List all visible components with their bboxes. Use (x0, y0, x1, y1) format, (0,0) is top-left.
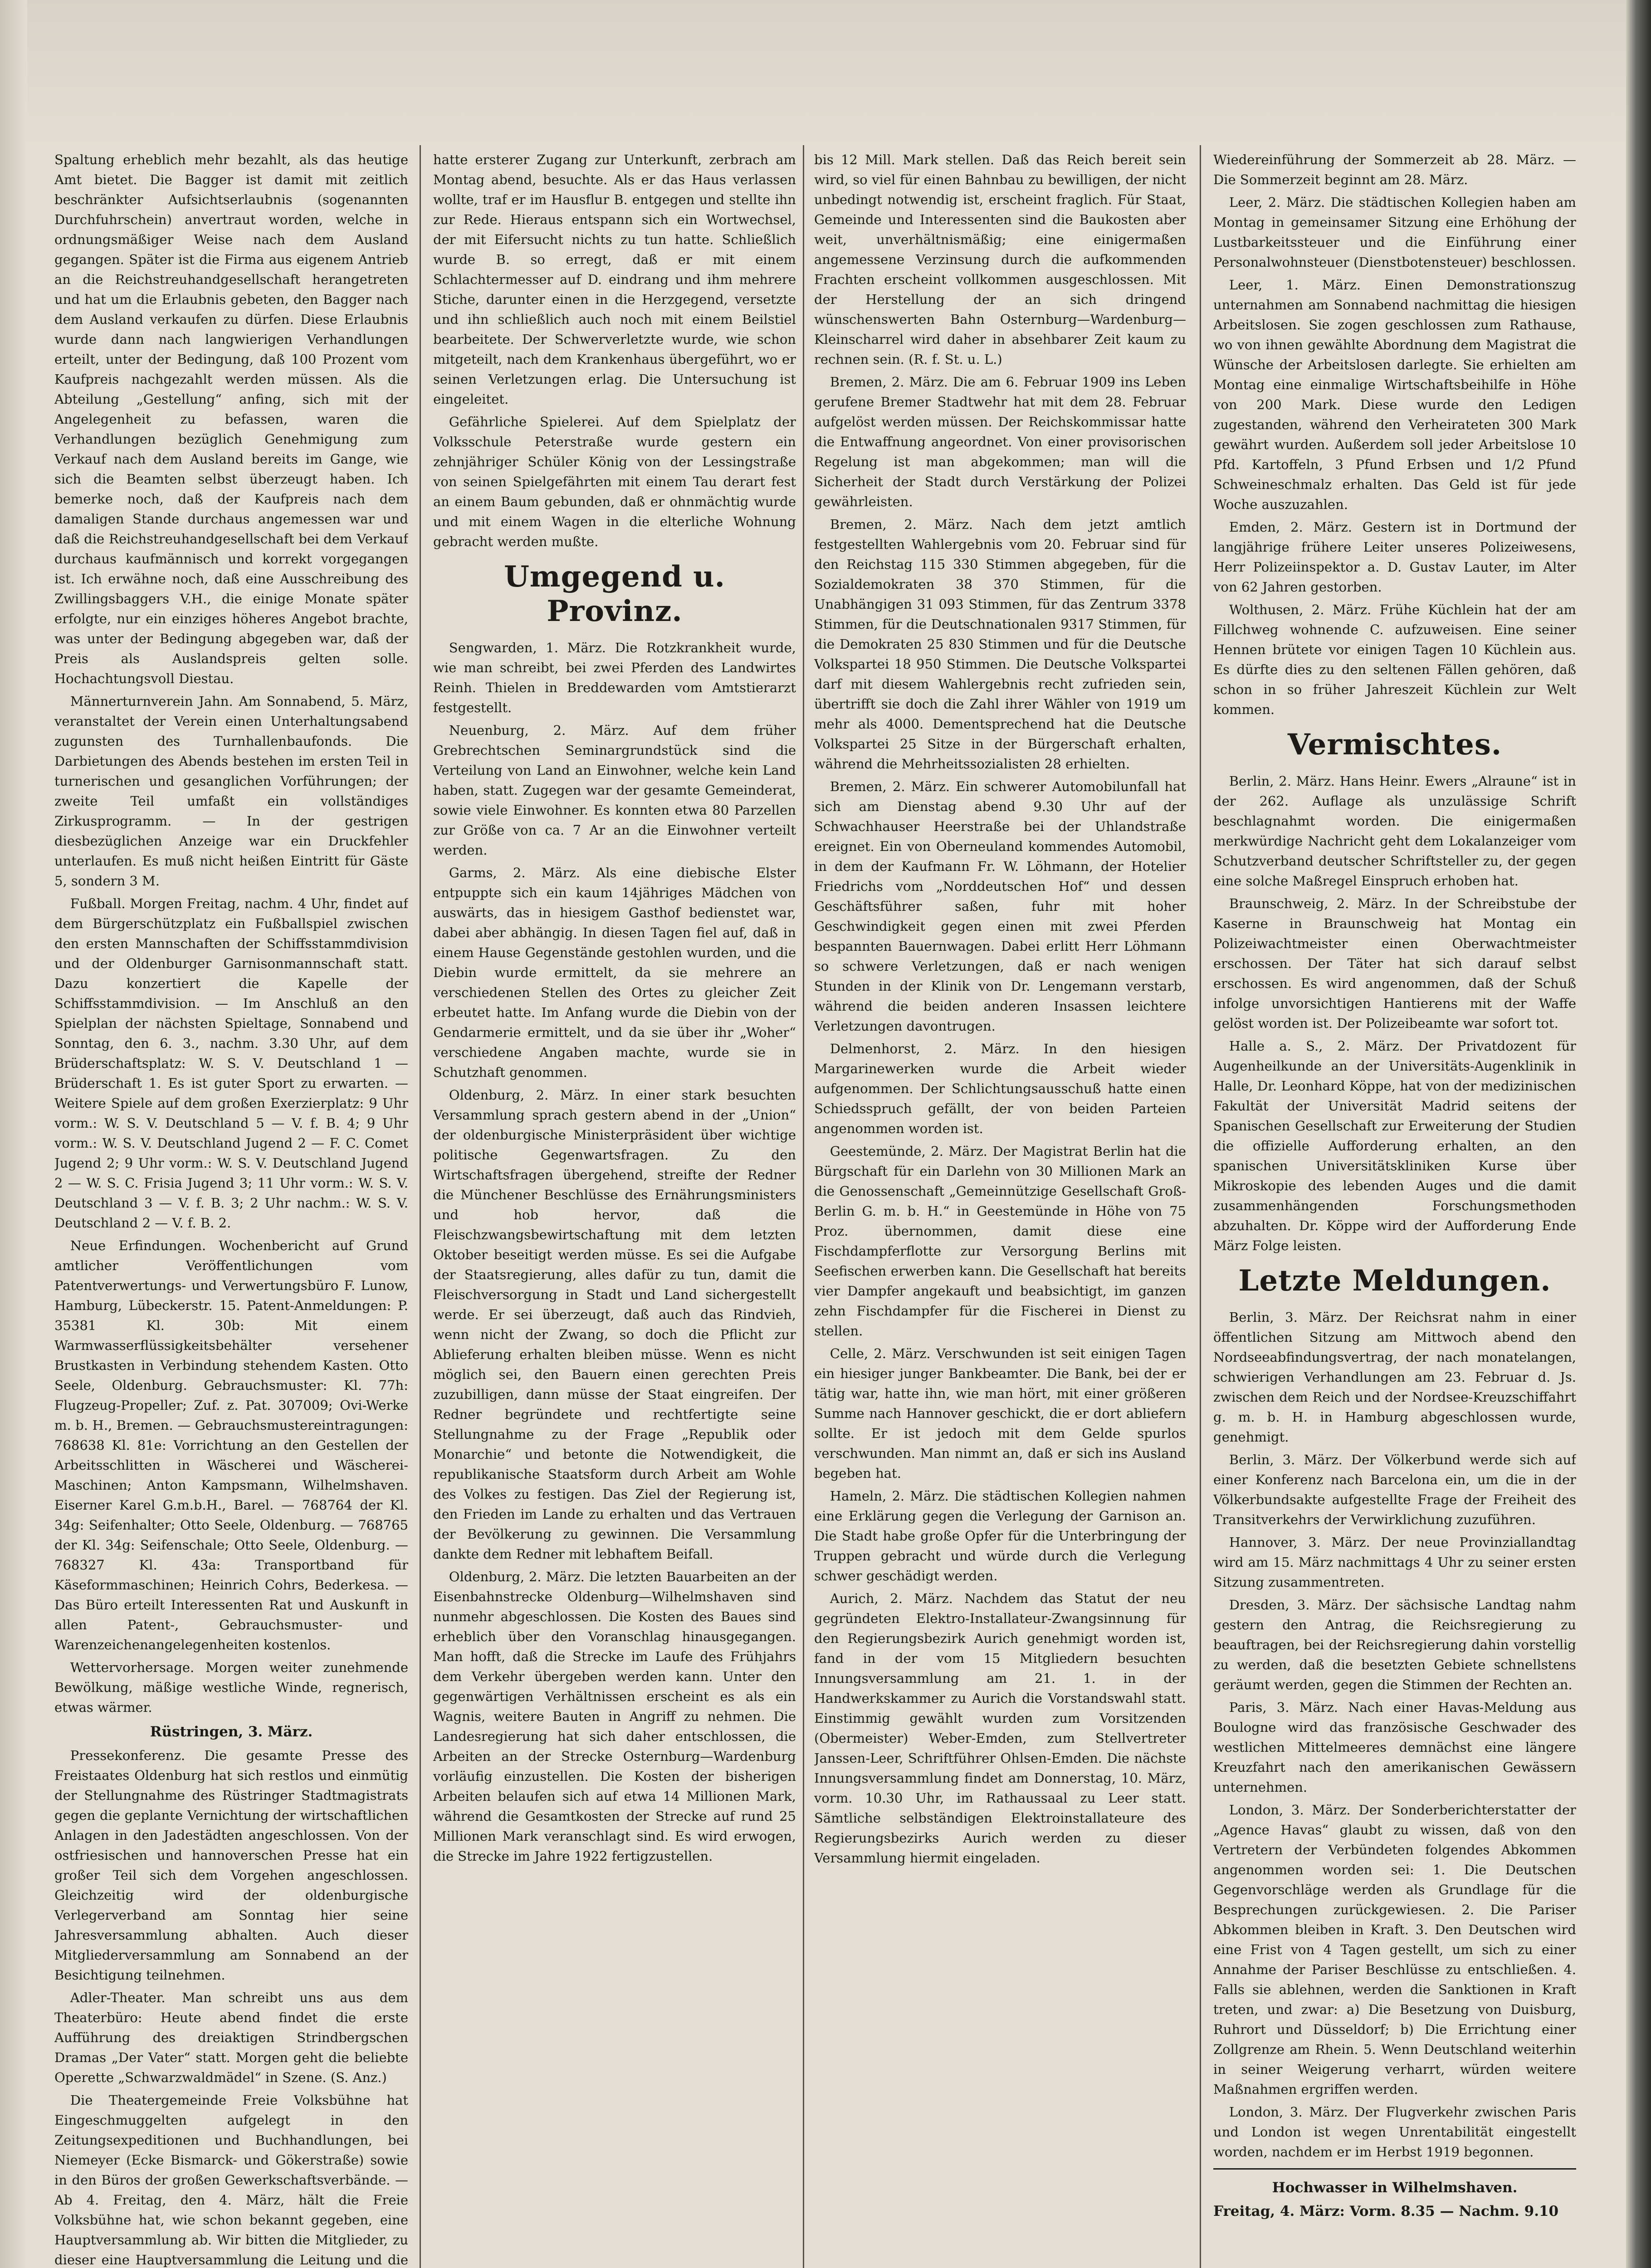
article-paragraph: Leer, 1. März. Einen Demonstrationszug unternahmen am Sonnabend nachmittag die hiesigen Arbeitslosen. Sie zogen geschlossen zum Rathause, wo von ihnen gewählte Abordnung dem Magistrat die Wünsche der Arbeitslosen darlegte. Sie erhielten am Montag eine einmalige Wirtschaftsbeihilfe in Höhe von 200 Mark. Diese wurde den Ledigen zugestanden, während den Verheirateten 300 Mark gewährt wurden. Außerdem soll jeder Arbeitslose 10 Pfd. Kartoffeln, 3 Pfund Erbsen und 1/2 Pfund Schweineschmalz erhalten. Das Geld ist für jede Woche auszuzahlen. (1213, 277, 1576, 512)
section-headline-letzte-meldungen: Letzte Meldungen. (1238, 1264, 1551, 1298)
article-paragraph: Adler-Theater. Man schreibt uns aus dem Theaterbüro: Heute abend findet die erste Aufführung des dreiaktigen Strindbergschen Dramas „Der Vater“ statt. Morgen geht die beliebte Operette „Schwarzwaldmädel“ in Szene. (S. Anz.) (54, 1990, 408, 2085)
article-paragraph: London, 3. März. Der Sonderberichterstatter der „Agence Havas“ glaubt zu wissen, daß von den Vertretern der Verbündeten folgendes Abkommen angenommen worden sei: 1. Die Deutschen Gegenvorschläge werden als Grundlage für die Besprechungen zurückgewiesen. 2. Die Pariser Abkommen bleiben in Kraft. 3. Den Deutschen wird eine Frist von 4 Tagen gestellt, um sich zu einer Annahme der Pariser Beschlüsse zu entschließen. 4. Falls sie ablehnen, werden die Sanktionen in Kraft treten, und zwar: a) Die Besetzung von Duisburg, Ruhrort und Düsseldorf; b) Die Errichtung einer Zollgrenze am Rhein. 5. Wenn Deutschland weiterhin in seiner Weigerung verharrt, würden weitere Maßnahmen ergriffen werden. (1213, 1802, 1576, 2097)
column-1 (54, 150, 408, 2268)
column-rule (1200, 145, 1201, 2268)
article-paragraph: Halle a. S., 2. März. Der Privatdozent für Augenheilkunde an der Universitäts-Augenklinik in Halle, Dr. Leonhard Köppe, hat von der medizinischen Fakultät der Universität Madrid seitens der Spanischen Gesellschaft zur Erweiterung der Studien die offizielle Aufforderung erhalten, an den spanischen Universitätskliniken Kurse über Mikroskopie des lebenden Auges und die damit zusammenhängenden Forschungsmethoden abzuhalten. Dr. Köppe wird der Aufforderung Ende März Folge leisten. (1213, 1038, 1576, 1253)
article-paragraph: London, 3. März. Der Flugverkehr zwischen Paris und London ist wegen Unrentabilität eingestellt worden, nachdem er im Herbst 1919 begonnen. (1213, 2104, 1576, 2160)
section-headline-vermischtes: Vermischtes. (1287, 728, 1502, 762)
article-paragraph: Hannover, 3. März. Der neue Provinziallandtag wird am 15. März nachmittags 4 Uhr zu seiner ersten Sitzung zusammentreten. (1213, 1535, 1576, 1590)
article-paragraph: Berlin, 3. März. Der Völkerbund werde sich auf einer Konferenz nach Barcelona ein, um die in der Völkerbundsakte aufgestellte Frage der Freiheit des Transitverkehrs der Verwirklichung zuzuführen. (1213, 1452, 1576, 1527)
article-paragraph: Berlin, 2. März. Hans Heinr. Ewers „Alraune“ ist in der 262. Auflage als unzulässige Schrift beschlagnahmt worden. Die einigermaßen merkwürdige Nachricht geht dem Lokalanzeiger vom Schutzverband deutscher Schriftsteller zu, der gegen eine solche Maßregel Einspruch erhoben hat. (1213, 773, 1576, 889)
column-3-articles (814, 150, 1186, 1868)
article-paragraph: Leer, 2. März. Die städtischen Kollegien haben am Montag in gemeinsamer Sitzung eine Erhöhung der Lustbarkeitssteuer und die Einführung einer Personalwohnsteuer (Dienstbotensteuer) beschlossen. (1213, 195, 1576, 270)
hochwasser-evening: Nachm. 9.10 (1459, 2203, 1559, 2219)
article-paragraph: Pressekonferenz. Die gesamte Presse des Freistaates Oldenburg hat sich restlos und einmütig der Stellungnahme des Rüstringer Stadtmagistrats gegen die geplante Vernichtung der wirtschaftlichen Anlagen in den Jadestädten angeschlossen. Von der ostfriesischen und hannoverschen Presse hat ein großer Teil sich dem Vorgehen angeschlossen. Gleichzeitig wird der oldenburgische Verlegerverband am Sonntag hier seine Jahresversammlung abhalten. Auch dieser Mitgliederversammlung am Sonnabend an der Besichtigung teilnehmen. (54, 1748, 408, 1983)
article-paragraph: Dresden, 3. März. Der sächsische Landtag nahm gestern den Antrag, die Reichsregierung zu beauftragen, bei der Reichsregierung dahin vorstellig zu werden, daß die besetzten Gebiete schnellstens geräumt werden, gegen die Stimmen der Rechten an. (1213, 1597, 1576, 1692)
column-2 (433, 150, 796, 2268)
hochwasser-title: Hochwasser in Wilhelmshaven. (1272, 2180, 1518, 2196)
article-paragraph: Paris, 3. März. Nach einer Havas-Meldung aus Boulogne wird das französische Geschwader des westlichen Mittelmeeres demnächst eine längere Kreuzfahrt nach den amerikanischen Gewässern unternehmen. (1213, 1700, 1576, 1795)
section-headline-umgegend: Umgegend u. Provinz. (504, 560, 725, 628)
article-paragraph: Wiedereinführung der Sommerzeit ab 28. März. — Die Sommerzeit beginnt am 28. März. (1213, 152, 1576, 187)
article-paragraph: Die Theatergemeinde Freie Volksbühne hat Eingeschmuggelten aufgelegt in den Zeitungsexpeditionen und Buchhandlungen, bei Niemeyer (Ecke Bismarck- und Gökerstraße) sowie in den Büros der großen Gewerkschaftsverbände. — Ab 4. Freitag, den 4. März, hält die Freie Volksbühne hat, wie schon bekannt gegeben, eine Hauptversammlung ab. Wir bitten die Mitglieder, zu dieser eine Hauptversammlung die Leitung und die (54, 2092, 408, 2268)
page-right-edge-shadow (1626, 0, 1651, 2268)
article-paragraph: Celle, 2. März. Verschwunden ist seit einigen Tagen ein hiesiger junger Bankbeamter. Die Bank, bei der er tätig war, hatte ihn, wie man hört, mit einer größeren Summe nach Hannover geschickt, die er dort abliefern sollte. Er ist jedoch mit dem Gelde spurlos verschwunden. Man nimmt an, daß er sich ins Ausland begeben hat. (814, 1346, 1186, 1481)
column-2-articles-a (433, 150, 796, 552)
column-4 (1213, 150, 1576, 2268)
column-4-articles-c (1213, 1307, 1576, 2162)
article-paragraph: Sengwarden, 1. März. Die Rotzkrankheit wurde, wie man schreibt, bei zwei Pferden des Landwirtes Reinh. Thielen in Breddewarden vom Amtstierarzt festgestellt. (433, 640, 796, 715)
article-paragraph: Bremen, 2. März. Die am 6. Februar 1909 ins Leben gerufene Bremer Stadtwehr hat mit dem 28. Februar aufgelöst werden müssen. Der Reichskommissar hatte die Entwaffnung angeordnet. Von einer provisorischen Regelung ist man abgekommen; man will die Sicherheit der Stadt durch Verstärkung der Polizei gewährleisten. (814, 374, 1186, 509)
article-paragraph: Garms, 2. März. Als eine diebische Elster entpuppte sich ein kaum 14jähriges Mädchen von auswärts, das in hiesigem Gasthof bedienstet war, dabei aber abhängig. In diesen Tagen fiel auf, daß in einem Hause Gegenstände gestohlen wurden, und die Diebin wurde ermittelt, da sie mehrere an verschiedenen Stellen des Ortes zu gleicher Zeit erbeutet hatte. Im Anfang wurde die Diebin von der Gendarmerie ermittelt, und da sie über ihr „Woher“ verschiedene Angaben machte, wurde sie in Schutzhaft genommen. (433, 865, 796, 1080)
column-3 (814, 150, 1186, 2268)
page-top-margin (0, 0, 1651, 150)
column-1-articles-a (54, 150, 408, 1717)
column-rule (420, 145, 421, 2268)
article-paragraph: Bremen, 2. März. Ein schwerer Automobilunfall hat sich am Dienstag abend 9.30 Uhr auf der Schwachhauser Heerstraße bei der Uhlandstraße ereignet. Ein von Oberneuland kommendes Automobil, in dem der Kaufmann Fr. W. Löhmann, der Hotelier Friedrichs vom „Norddeutschen Hof“ und dessen Geschäftsführer saßen, fuhr mit hoher Geschwindigkeit gegen einen mit zwei Pferden bespannten Bauernwagen. Dabei erlitt Herr Löhmann so schwere Verletzungen, daß er nach wenigen Stunden in der Klinik von Dr. Lengemann verstarb, während die beiden anderen Insassen leichtere Verletzungen davontrugen. (814, 779, 1186, 1034)
article-paragraph: bis 12 Mill. Mark stellen. Daß das Reich bereit sein wird, so viel für einen Bahnbau zu bewilligen, der nicht unbedingt notwendig ist, erscheint fraglich. Für Staat, Gemeinde und Interessenten sind die Baukosten aber weit, unverhältnismäßig; eine einigermaßen angemessene Verzinsung durch die aufkommenden Frachten erscheint vollkommen ausgeschlossen. Mit der Herstellung der an sich dringend wünschenswerten Bahn Osternburg—Wardenburg—Kleinscharrel wird daher in absehbarer Zeit kaum zu rechnen sein. (R. f. St. u. L.) (814, 152, 1186, 367)
article-paragraph: Fußball. Morgen Freitag, nachm. 4 Uhr, findet auf dem Bürgerschützplatz ein Fußballspiel zwischen den ersten Mannschaften der Schiffsstammdivision und der Oldenburger Garnisonmannschaft statt. Dazu konzertiert die Kapelle der Schiffsstammdivision. — Im Anschluß an den Spielplan der nächsten Spieltage, Sonnabend und Sonntag, den 6. 3., nachm. 3.30 Uhr, auf dem Brüderschaftsplatz: W. S. V. Deutschland 1 — Brüderschaft 1. Es ist guter Sport zu erwarten. — Weitere Spiele auf dem großen Exerzierplatz: 9 Uhr vorm.: W. S. V. Deutschland 5 — V. f. B. 4; 9 Uhr vorm.: W. S. V. Deutschland Jugend 2 — F. C. Comet Jugend 2; 9 Uhr vorm.: W. S. V. Deutschland Jugend 2 — W. S. C. Frisia Jugend 3; 11 Uhr vorm.: W. S. V. Deutschland 3 — V. f. B. 3; 2 Uhr nachm.: W. S. V. Deutschland 2 — V. f. B. 2. (54, 896, 408, 1231)
article-paragraph: Braunschweig, 2. März. In der Schreibstube der Kaserne in Braunschweig hat Montag ein Polizeiwachtmeister einen Oberwachtmeister erschossen. Der Täter hat sich darauf selbst erschossen. Es wird angenommen, daß der Schuß infolge unvorsichtigen Hantierens mit der Waffe gelöst worden ist. Der Polizeibeamte war sofort tot. (1213, 896, 1576, 1031)
article-paragraph: Gefährliche Spielerei. Auf dem Spielplatz der Volksschule Peterstraße wurde gestern ein zehnjähriger Schüler König von der Lessingstraße von seinen Spielgefährten mit einem Tau derart fest an einem Baum gebunden, daß er ohnmächtig wurde und mit einem Wagen in die elterliche Wohnung gebracht werden mußte. (433, 414, 796, 549)
article-paragraph: Delmenhorst, 2. März. In den hiesigen Margarinewerken wurde die Arbeit wieder aufgenommen. Der Schlichtungsausschuß hatte einen Schiedsspruch gefällt, der von beiden Parteien angenommen worden ist. (814, 1041, 1186, 1136)
column-2-articles-b (433, 638, 796, 1866)
article-paragraph: Spaltung erheblich mehr bezahlt, als das heutige Amt bietet. Die Bagger ist damit mit zeitlich beschränkter Aufsichtserlaubnis (sogenannten Durchfuhrschein) anvertraut worden, welche in ordnungsmäßiger Weise nach dem Ausland gegangen. Später ist die Firma aus eigenem Antrieb an die Reichstreuhandgesellschaft herangetreten und hat um die Erlaubnis gebeten, den Bagger nach dem Ausland verkaufen zu dürfen. Diese Erlaubnis wurde dann nach langwierigen Verhandlungen erteilt, unter der Bedingung, daß 100 Prozent vom Kaufpreis nachgezahlt werden müssen. Als die Abteilung „Gestellung“ anfing, sich mit der Angelegenheit zu befassen, waren die Verhandlungen bezüglich Genehmigung zum Verkauf nach dem Ausland bereits im Gange, wie sich die Beamten selbst überzeugt haben. Ich bemerke noch, daß der Kaufpreis nach dem damaligen Stande durchaus angemessen war und daß die Reichstreuhandgesellschaft bei dem Verkauf durchaus kaufmännisch und korrekt vorgegangen ist. Ich erwähne noch, daß eine Ausschreibung des Zwillingsbaggers V.H., die einige Monate später erfolgte, nur ein einziges höheres Angebot brachte, was unter der Bedingung abgegeben war, daß der Preis als Auslandspreis gelten solle. Hochachtungsvoll Diestau. (54, 152, 408, 686)
article-paragraph: Oldenburg, 2. März. Die letzten Bauarbeiten an der Eisenbahnstrecke Oldenburg—Wilhelmshaven sind nunmehr abgeschlossen. Die Kosten des Baues sind erheblich über den Voranschlag hinausgegangen. Man hofft, daß die Strecke im Laufe des Frühjahrs dem Verkehr übergeben werden kann. Unter den gegenwärtigen Verhältnissen erscheint es als ein Wagnis, weitere Bauten in Angriff zu nehmen. Die Landesregierung hat sich daher entschlossen, die Arbeiten an der Strecke Osternburg—Wardenburg vorläufig einzustellen. Die Kosten der bisherigen Arbeiten belaufen sich auf etwa 14 Millionen Mark, während die Gesamtkosten der Strecke auf rund 25 Millionen Mark veranschlagt sind. Es wird erwogen, die Strecke im Jahre 1922 fertigzustellen. (433, 1569, 796, 1864)
column-4-articles-b (1213, 771, 1576, 1256)
article-paragraph: Emden, 2. März. Gestern ist in Dortmund der langjährige frühere Leiter unseres Polizeiwesens, Herr Polizeiinspektor a. D. Gustav Lauter, im Alter von 62 Jahren gestorben. (1213, 519, 1576, 595)
article-paragraph: Wettervorhersage. Morgen weiter zunehmende Bewölkung, mäßige westliche Winde, regnerisch, etwas wärmer. (54, 1660, 408, 1715)
column-4-articles-a (1213, 150, 1576, 719)
article-paragraph: Neuenburg, 2. März. Auf dem früher Grebrechtschen Seminargrundstück sind die Verteilung von Land an Einwohner, welche kein Land haben, statt. Zugegen war der gesamte Gemeinderat, sowie viele Einwohner. Es konnten etwa 80 Parzellen zur Größe von ca. 7 Ar an die Einwohner verteilt werden. (433, 723, 796, 858)
column-1-articles-b (54, 1745, 408, 2268)
page-left-margin (0, 0, 27, 2268)
article-paragraph: Männerturnverein Jahn. Am Sonnabend, 5. März, veranstaltet der Verein einen Unterhaltungsabend zugunsten des Turnhallenbaufonds. Die Darbietungen des Abends bestehen im ersten Teil in turnerischen und gesanglichen Vorführungen; der zweite Teil umfaßt ein vollständiges Zirkusprogramm. — In der gestrigen diesbezüglichen Anzeige war ein Druckfehler unterlaufen. Es muß nicht heißen Eintritt für Gäste 5, sondern 3 M. (54, 694, 408, 889)
article-paragraph: Oldenburg, 2. März. In einer stark besuchten Versammlung sprach gestern abend in der „Union“ der oldenburgische Ministerpräsident über wichtige politische Gegenwartsfragen. Zu den Wirtschaftsfragen übergehend, streifte der Redner die Münchener Beschlüsse des Ernährungsministers und hob hervor, daß die Fleischzwangsbewirtschaftung mit dem letzten Oktober beseitigt werden müsse. Es sei die Aufgabe der Staatsregierung, alles dafür zu tun, damit die Fleischversorgung in Stadt und Land sichergestellt werde. Er sei überzeugt, daß auch das Rindvieh, wenn nicht der Zwang, so doch die Pflicht zur Ablieferung erhalten bleiben müsse. Wenn es nicht möglich sei, den Bauern einen gerechten Preis zuzubilligen, dann müsse der Staat eingreifen. Der Redner begründete und rechtfertigte seine Stellungnahme zu der Frage „Republik oder Monarchie“ und betonte die Notwendigkeit, die republikanische Staatsform durch Arbeit am Wohle des Volkes zu festigen. Das Ziel der Regierung ist, den Frieden im Lande zu erhalten und das Vertrauen der Bevölkerung zu gewinnen. Die Versammlung dankte dem Redner mit lebhaftem Beifall. (433, 1087, 796, 1562)
rustringen-dateline: Rüstringen, 3. März. (150, 1724, 313, 1740)
article-paragraph: Geestemünde, 2. März. Der Magistrat Berlin hat die Bürgschaft für ein Darlehn von 30 Millionen Mark an die Genossenschaft „Gemeinnützige Gesellschaft Groß-Berlin G. m. b. H.“ in Geestemünde in Höhe von 75 Proz. übernommen, damit diese eine Fischdampferflotte zur Versorgung Berlins mit Seefischen erwerben kann. Die Gesellschaft hat bereits vier Dampfer angekauft und beabsichtigt, im ganzen zehn Fischdampfer für die Fischerei in Dienst zu stellen. (814, 1144, 1186, 1339)
column-rule (803, 145, 804, 2268)
hochwasser-day: Freitag, 4. März: (1213, 2203, 1345, 2219)
article-paragraph: Bremen, 2. März. Nach dem jetzt amtlich festgestellten Wahlergebnis vom 20. Februar sind für den Reichstag 115 330 Stimmen abgegeben, für die Sozialdemokraten 38 370 Stimmen, für die Unabhängigen 31 093 Stimmen, für das Zentrum 3378 Stimmen, für die Deutschnationalen 9317 Stimmen, für die Demokraten 25 830 Stimmen und für die Deutsche Volkspartei 18 950 Stimmen. Die Deutsche Volkspartei darf mit diesem Wahlergebnis recht zufrieden sein, übertrifft sie doch die Zahl ihrer Wähler von 1919 um mehr als 4000. Dementsprechend hat die Deutsche Volkspartei 25 Sitze in der Bürgerschaft erhalten, während die Mehrheitssozialisten 28 erhielten. (814, 517, 1186, 772)
hochwasser-box: Hochwasser in Wilhelmshaven. Freitag, 4. März: Vorm. 8.35 — Nachm. 9.10 (1213, 2168, 1576, 2221)
article-paragraph: Wolthusen, 2. März. Frühe Küchlein hat der am Fillchweg wohnende C. aufzuweisen. Eine seiner Hennen brütete vor einigen Tagen 10 Küchlein aus. Es dürfte dies zu den seltenen Fällen gehören, daß schon in so früher Jahreszeit Küchlein zur Welt kommen. (1213, 602, 1576, 717)
article-paragraph: Aurich, 2. März. Nachdem das Statut der neu gegründeten Elektro-Installateur-Zwangsinnung für den Regierungsbezirk Aurich genehmigt worden ist, fand in der vom 15 Mitgliedern besuchten Innungsversammlung am 21. 1. in der Handwerkskammer zu Aurich die Vorstandswahl statt. Einstimmig gewählt wurden zum Vorsitzenden (Obermeister) Weber-Emden, zum Stellvertreter Janssen-Leer, Schriftführer Ohlsen-Emden. Die nächste Innungsversammlung findet am Donnerstag, 10. März, vorm. 10.30 Uhr, im Rathaussaal zu Leer statt. Sämtliche selbständigen Elektroinstallateure des Regierungsbezirks Aurich werden zu dieser Versammlung hiermit eingeladen. (814, 1591, 1186, 1866)
article-paragraph: Hameln, 2. März. Die städtischen Kollegien nahmen eine Erklärung gegen die Verlegung der Garnison an. Die Stadt habe große Opfer für die Unterbringung der Truppen gebracht und würde durch die Verlegung schwer geschädigt werden. (814, 1488, 1186, 1584)
article-paragraph: Neue Erfindungen. Wochenbericht auf Grund amtlicher Veröffentlichungen vom Patentverwertungs- und Verwertungsbüro F. Lunow, Hamburg, Lübeckerstr. 15. Patent-Anmeldungen: P. 35381 Kl. 30b: Mit einem Warmwasserflüssigkeitsbehälter versehener Brustkasten in Verbindung stehendem Kasten. Otto Seele, Oldenburg. Gebrauchsmuster: Kl. 77h: Flugzeug-Propeller; Zuf. z. Pat. 307009; Ovi-Werke m. b. H., Bremen. — Gebrauchsmustereintragungen: 768638 Kl. 81e: Vorrichtung an den Gestellen der Arbeitsschlitten in Wäscherei und Wäscherei-Maschinen; Anton Kampsmann, Wilhelmshaven. Eiserner Karel G.m.b.H., Barel. — 768764 der Kl. 34g: Seifenhalter; Otto Seele, Oldenburg. — 768765 der Kl. 34g: Seifenschale; Otto Seele, Oldenburg. — 768327 Kl. 43a: Transportband für Käseformmaschinen; Heinrich Cohrs, Bederkesa. — Das Büro erteilt Interessenten Rat und Auskunft in allen Patent-, Gebrauchsmuster- und Warenzeichenangelegenheiten kostenlos. (54, 1238, 408, 1652)
article-paragraph: hatte ersterer Zugang zur Unterkunft, zerbrach am Montag abend, besuchte. Als er das Haus verlassen wollte, traf er im Hausflur B. entgegen und stellte ihn zur Rede. Hieraus entspann sich ein Wortwechsel, der mit Eifersucht nichts zu tun hatte. Schließlich wurde B. so erregt, daß er mit einem Schlachtermesser auf D. eindrang und ihm mehrere Stiche, darunter einen in die Herzgegend, versetzte und ihn schließlich auch noch mit einem Beilstiel bearbeitete. Der Schwerverletzte wurde, wie schon mitgeteilt, nach dem Krankenhaus übergeführt, wo er seinen Verletzungen erlag. Die Untersuchung ist eingeleitet. (433, 152, 796, 407)
hochwasser-morning: Vorm. 8.35 (1349, 2203, 1435, 2219)
article-paragraph: Berlin, 3. März. Der Reichsrat nahm in einer öffentlichen Sitzung am Mittwoch abend den Nordseeabfindungsvertrag, der nach monatelangen, schwierigen Verhandlungen am 23. Februar d. Js. zwischen dem Reich und der Nordsee-Kreuzschiffahrt g. m. b. H. in Hamburg abgeschlossen wurde, genehmigt. (1213, 1310, 1576, 1445)
